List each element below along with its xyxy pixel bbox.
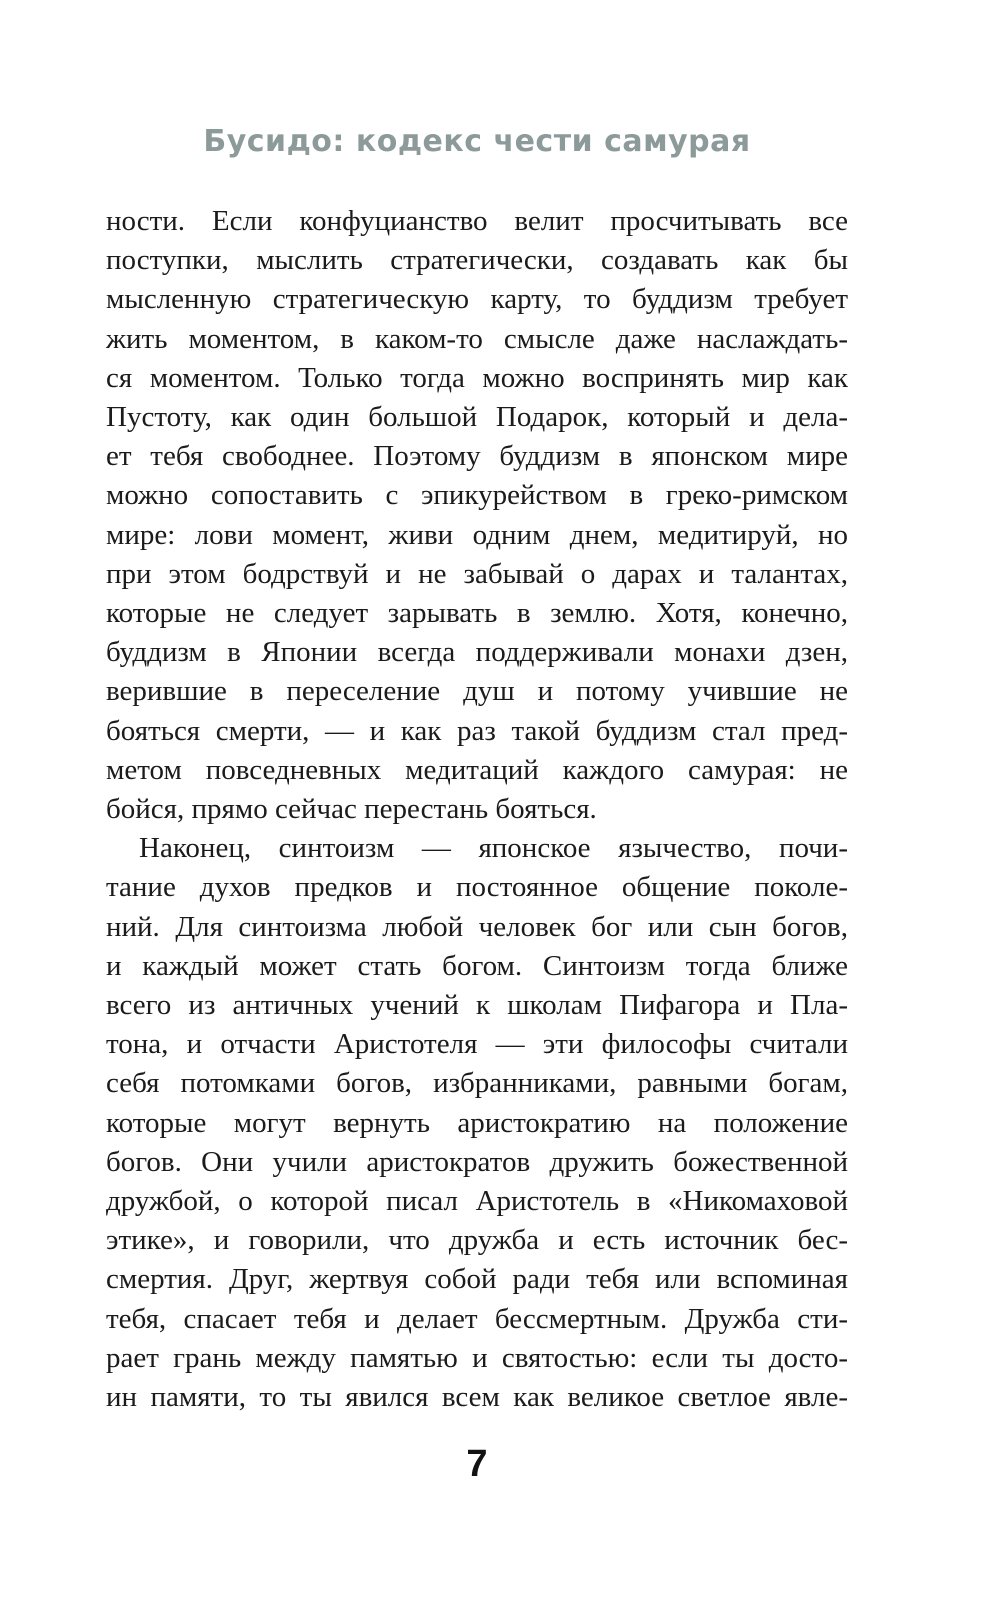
text-line: ний. Для синтоизма любой человек бог или сын богов, <box>106 910 848 943</box>
text-line: верившие в переселение душ и потому учившие не <box>106 675 848 708</box>
text-line: которые не следует зарывать в землю. Хотя, конечно, <box>106 597 848 630</box>
text-line: тона, и отчасти Аристотеля — эти философы считали <box>106 1028 848 1061</box>
text-line-paragraph-start: Наконец, синтоизм — японское язычество, почи- <box>139 832 848 865</box>
text-line: ся моментом. Только тогда можно воспринять мир как <box>106 361 848 394</box>
text-line: жить моментом, в каком-то смысле даже наслаждать- <box>106 322 848 355</box>
text-line: ет тебя свободнее. Поэтому буддизм в японском мире <box>106 440 848 473</box>
text-line: тание духов предков и постоянное общение поколе- <box>106 871 848 904</box>
text-line: поступки, мыслить стратегически, создавать как бы <box>106 244 848 277</box>
running-header-title: Бусидо: кодекс чести самурая <box>203 124 751 159</box>
text-line: рает грань между памятью и святостью: если ты досто- <box>106 1341 848 1374</box>
text-line: при этом бодрствуй и не забывай о дарах и талантах, <box>106 557 848 590</box>
text-line-paragraph-end: бойся, прямо сейчас перестань бояться. <box>106 793 597 826</box>
text-line: метом повседневных медитаций каждого самурая: не <box>106 753 848 786</box>
text-line: богов. Они учили аристократов дружить божественной <box>106 1145 848 1178</box>
page-number: 7 <box>466 1443 488 1485</box>
text-line: бояться смерти, — и как раз такой буддизм стал пред- <box>106 714 848 747</box>
text-line: дружбой, о которой писал Аристотель в «Никомаховой <box>106 1185 848 1218</box>
text-line: мире: лови момент, живи одним днем, медитируй, но <box>106 518 848 551</box>
text-line: можно сопоставить с эпикурейством в греко-римском <box>106 479 848 512</box>
text-line: себя потомками богов, избранниками, равными богам, <box>106 1067 848 1100</box>
text-line: буддизм в Японии всегда поддерживали монахи дзен, <box>106 636 848 669</box>
body-text <box>106 202 848 1417</box>
text-line: которые могут вернуть аристократию на положение <box>106 1106 848 1139</box>
text-line: ности. Если конфуцианство велит просчитывать все <box>106 205 848 237</box>
text-line: всего из античных учений к школам Пифагора и Пла- <box>106 989 848 1022</box>
text-line: Пустоту, как один большой Подарок, который и дела- <box>106 401 848 434</box>
text-line: этике», и говорили, что дружба и есть источник бес- <box>106 1224 848 1257</box>
text-line: и каждый может стать богом. Синтоизм тогда ближе <box>106 949 848 982</box>
text-line: ин памяти, то ты явился всем как великое светлое явле- <box>106 1381 848 1414</box>
text-line: тебя, спасает тебя и делает бессмертным. Дружба сти- <box>106 1302 848 1335</box>
text-line: мысленную стратегическую карту, то буддизм требует <box>106 283 848 316</box>
text-line: смертия. Друг, жертвуя собой ради тебя или вспоминая <box>106 1263 848 1296</box>
